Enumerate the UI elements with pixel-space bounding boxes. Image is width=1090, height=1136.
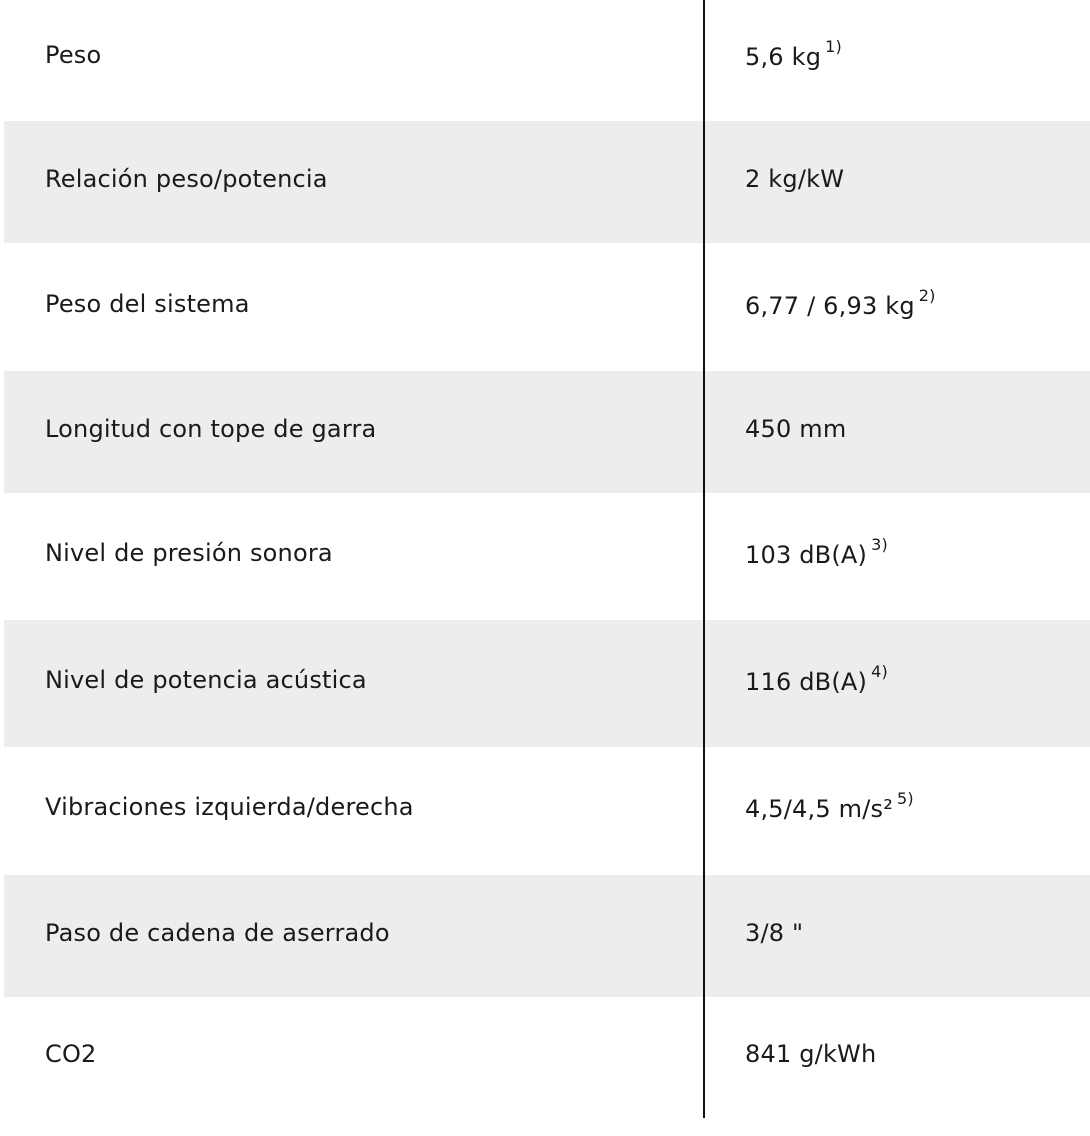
spec-value — [745, 919, 807, 947]
column-divider — [703, 0, 705, 1118]
spec-value — [745, 662, 888, 696]
spec-value-text: 4,5/4,5 m/s² — [745, 795, 894, 823]
spec-label: Nivel de presión sonora — [45, 539, 333, 567]
spec-row-system-weight — [4, 243, 1090, 371]
spec-label: Nivel de potencia acústica — [45, 666, 367, 694]
footnote-ref: 5) — [897, 789, 914, 808]
spec-row-co2 — [4, 997, 1090, 1118]
spec-row-vibrations — [4, 747, 1090, 875]
spec-label: CO2 — [45, 1040, 97, 1068]
spec-value — [745, 789, 914, 823]
footnote-ref: 3) — [871, 535, 888, 554]
footnote-ref: 1) — [825, 37, 842, 56]
spec-value-text: 3/8 " — [745, 919, 804, 947]
footnote-ref: 4) — [871, 662, 888, 681]
spec-label: Vibraciones izquierda/derecha — [45, 793, 414, 821]
spec-value-text: 103 dB(A) — [745, 541, 868, 569]
spec-row-chain-pitch — [4, 875, 1090, 997]
spec-row-length — [4, 371, 1090, 493]
spec-label: Peso del sistema — [45, 290, 250, 318]
spec-row-weight — [4, 0, 1090, 121]
spec-value — [745, 1040, 880, 1068]
spec-value-text: 6,77 / 6,93 kg — [745, 292, 915, 320]
spec-row-sound-pressure — [4, 493, 1090, 620]
spec-value — [745, 415, 850, 443]
footnote-ref: 2) — [918, 286, 936, 305]
spec-row-power-weight-ratio — [4, 121, 1090, 243]
spec-label: Relación peso/potencia — [45, 165, 328, 193]
spec-value-text: 450 mm — [745, 415, 847, 443]
spec-value-text: 116 dB(A) — [745, 668, 868, 696]
spec-value-text: 5,6 kg — [745, 43, 822, 71]
spec-label: Longitud con tope de garra — [45, 415, 377, 443]
spec-value-text: 2 kg/kW — [745, 165, 845, 193]
spec-value — [745, 165, 848, 193]
spec-table — [4, 0, 1090, 1118]
spec-value-text: 841 g/kWh — [745, 1040, 877, 1068]
spec-label: Peso — [45, 41, 102, 69]
spec-label: Paso de cadena de aserrado — [45, 919, 390, 947]
spec-value — [745, 535, 888, 569]
spec-value — [745, 37, 842, 71]
spec-row-sound-power — [4, 620, 1090, 747]
spec-value — [745, 286, 936, 320]
